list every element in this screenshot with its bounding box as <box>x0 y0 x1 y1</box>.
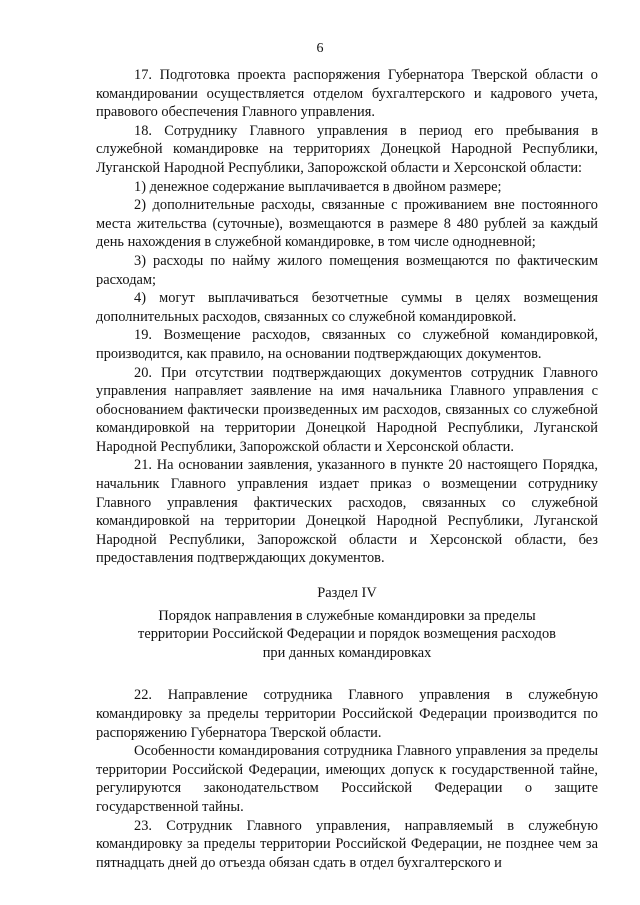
section-title <box>96 607 598 663</box>
paragraph-22: 22. Направление сотрудника Главного управления в служебную командировку за пределы территории Российской Федерации производится по распоряжению Губернатора Тверской области. <box>96 687 598 741</box>
section-title-line-2: территории Российской Федерации и порядок возмещения расходов <box>138 626 556 643</box>
section-spacer <box>96 662 598 686</box>
paragraph-17: 17. Подготовка проекта распоряжения Губернатора Тверской области о командировании осуществляется отделом бухгалтерского и кадрового учета, правового обеспечения Главного управления. <box>96 67 598 121</box>
paragraph-18-item-4: 4) могут выплачиваться безотчетные суммы в целях возмещения дополнительных расходов, связанных со служебной командировкой. <box>96 290 598 325</box>
section-title-line-3: при данных командировках <box>262 644 432 661</box>
paragraph-21: 21. На основании заявления, указанного в пункте 20 настоящего Порядка, начальник Главного управления издает приказ о возмещении сотруднику Главного управления фактических расходов, связанных со служебной командировкой на территории Донецкой Народной Республики, Луганской Народной Республики, Запорожской области и Херсонской области, без предоставления подтверждающих документов. <box>96 457 598 567</box>
paragraph-18-item-2: 2) дополнительные расходы, связанные с проживанием вне постоянного места жительства (суточные), возмещаются в размере 8 480 рублей за каждый день нахождения в служебной командировке, в том числе однодневной; <box>96 197 598 251</box>
section-heading: Раздел IV <box>317 585 377 602</box>
paragraph-18-item-3: 3) расходы по найму жилого помещения возмещаются по фактическим расходам; <box>96 252 598 288</box>
paragraph-19: 19. Возмещение расходов, связанных со служебной командировкой, производится, как правило, на основании подтверждающих документов. <box>96 327 598 362</box>
section-title-line-1: Порядок направления в служебные командировки за пределы <box>158 607 536 624</box>
document-body <box>96 66 598 872</box>
page-number: 6 <box>316 41 324 56</box>
paragraph-22-note: Особенности командирования сотрудника Главного управления за пределы территории Российской Федерации, имеющих допуск к государственной тайне, регулируются законодательством Российской Федерации о защите государственной тайны. <box>96 743 598 815</box>
paragraph-20: 20. При отсутствии подтверждающих документов сотрудник Главного управления направляет заявление на имя начальника Главного управления с обоснованием фактически произведенных им расходов, связанных со служебной командировкой на территории Донецкой Народной Республики, Луганской Народной Республики, Запорожской области и Херсонской области. <box>96 364 598 455</box>
paragraph-18: 18. Сотруднику Главного управления в период его пребывания в служебной командировке на территориях Донецкой Народной Республики, Луганской Народной Республики, Запорожской области и Херсонской области: <box>96 122 598 176</box>
paragraph-18-item-1: 1) денежное содержание выплачивается в двойном размере; <box>134 178 502 195</box>
paragraph-23: 23. Сотрудник Главного управления, направляемый в служебную командировку за пределы территории Российской Федерации, не позднее чем за пятнадцать дней до отъезда обязан сдать в отдел бухгалтерского и <box>96 817 598 871</box>
